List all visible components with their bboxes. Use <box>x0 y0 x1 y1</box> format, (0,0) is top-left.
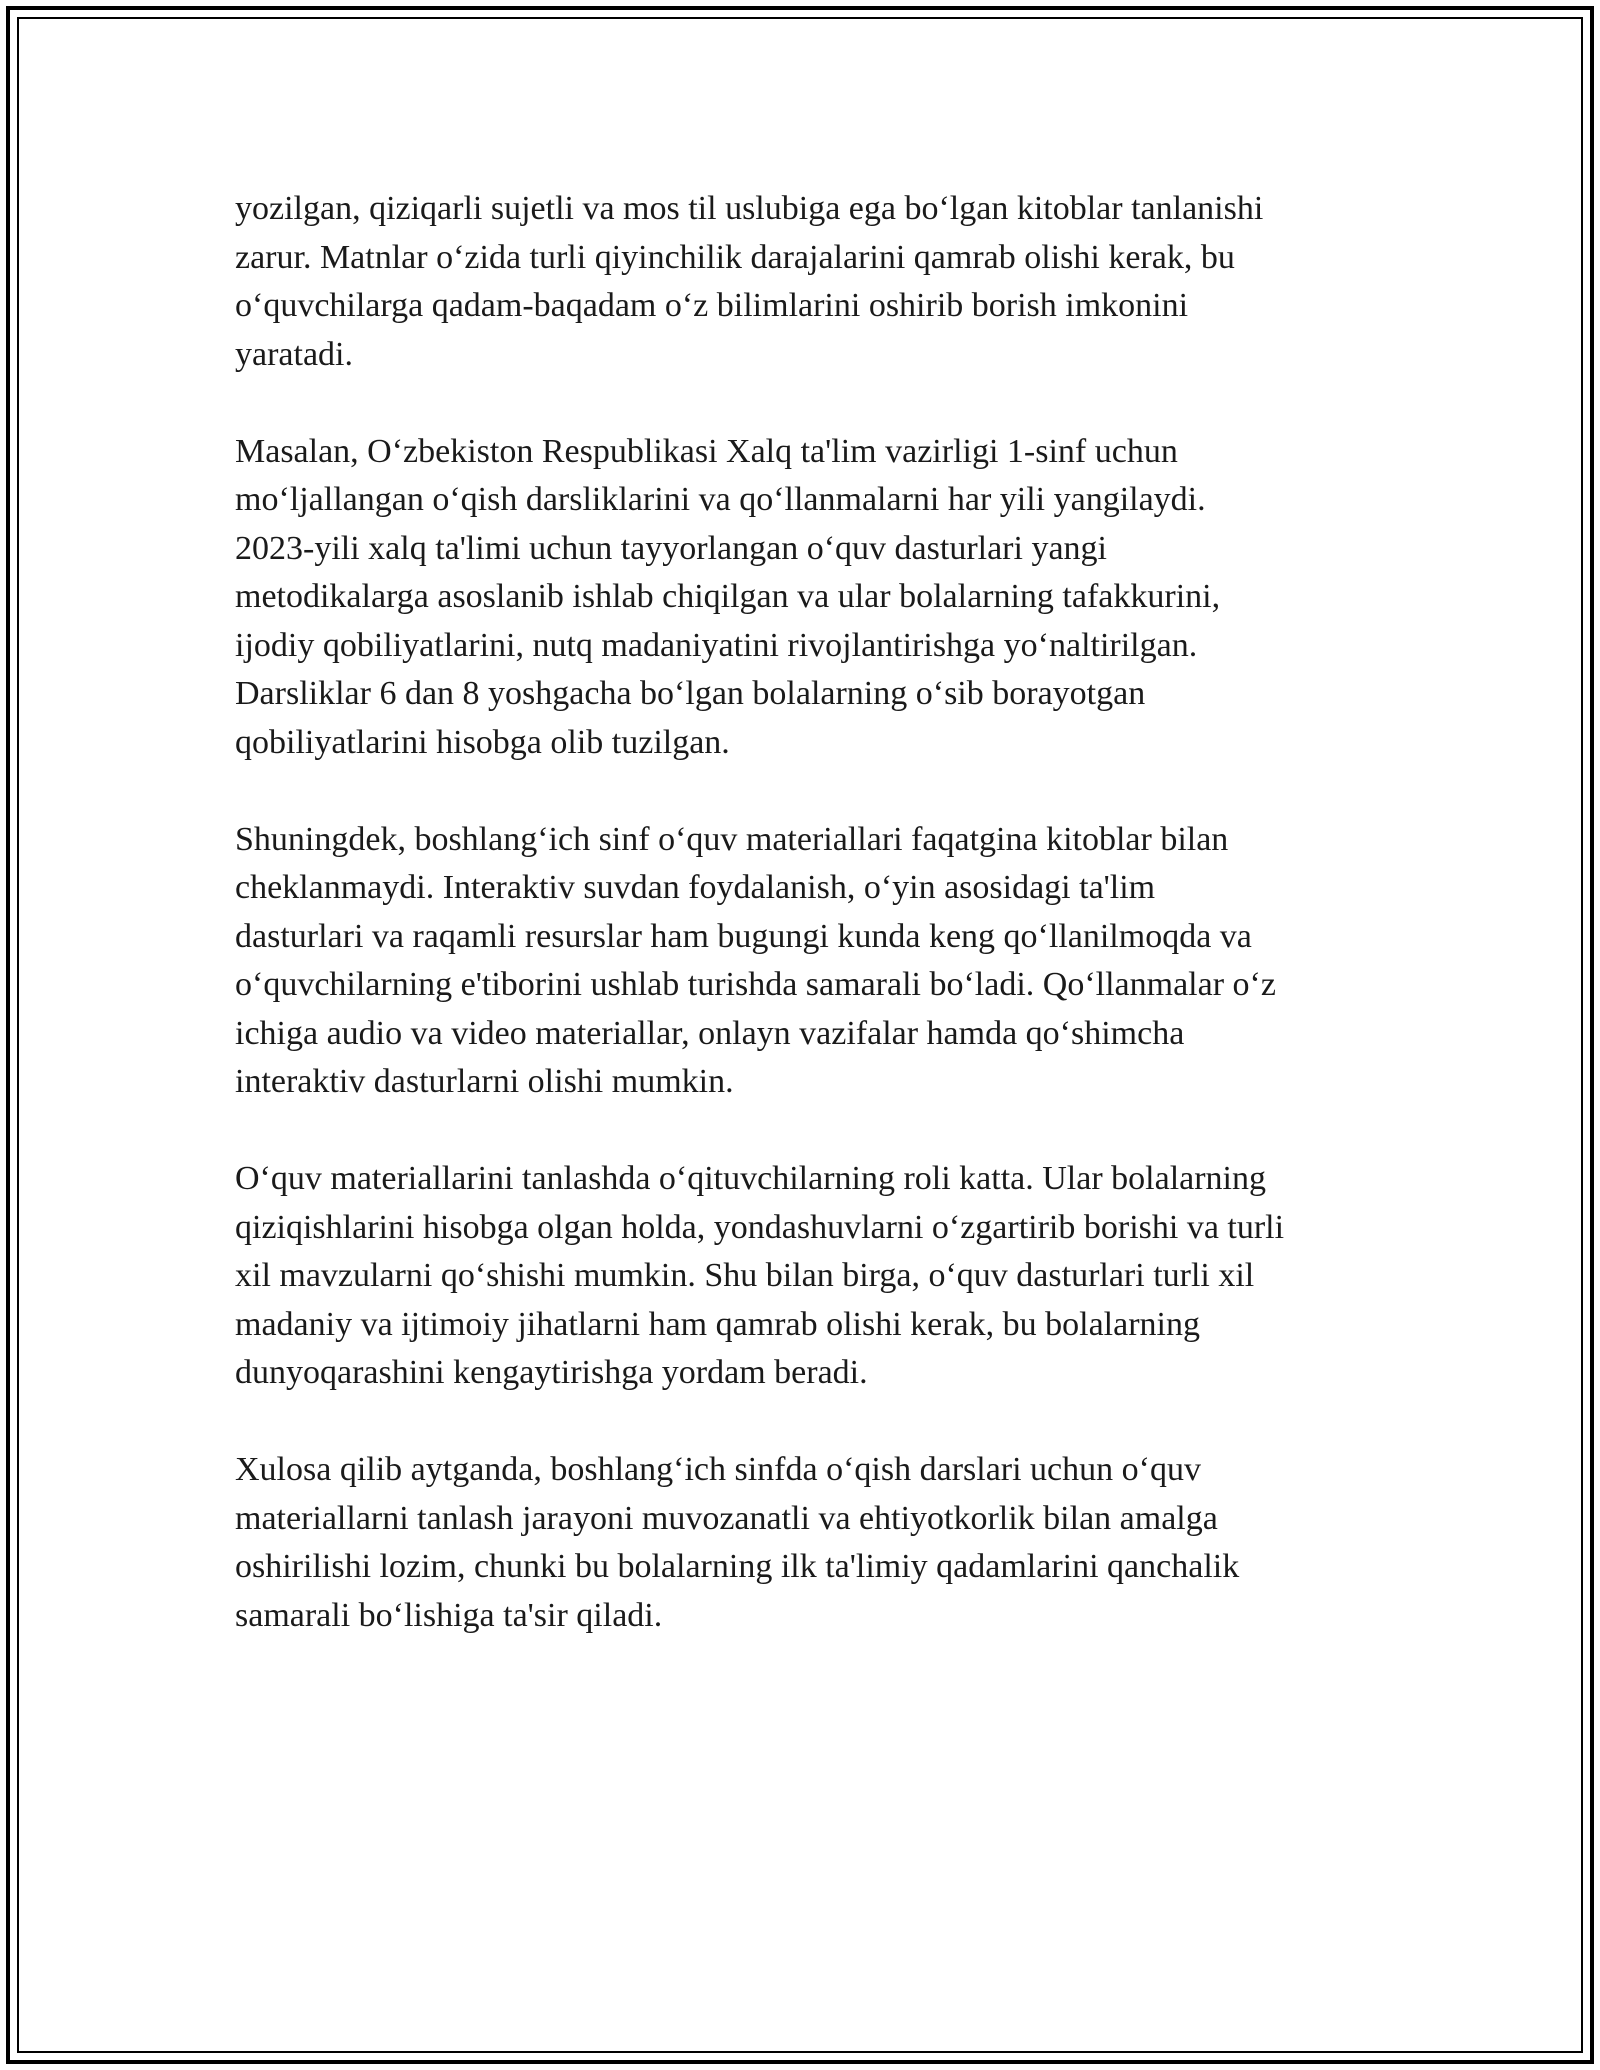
paragraph-2: Masalan, O‘zbekiston Respublikasi Xalq ta'lim vazirligi 1-sinf uchun mo‘ljallangan o‘qish darsliklarini va qo‘llanmalarni har yili yangilaydi. 2023-yili xalq ta'limi uchun tayyorlangan o‘quv dasturlari yangi metodikalarga asoslanib ishlab chiqilgan va ular bolalarning tafakkurini, ijodiy qobiliyatlarini, nutq madaniyatini rivojlantirishga yo‘naltirilgan. Darsliklar 6 dan 8 yoshgacha bo‘lgan bolalarning o‘sib borayotgan qobiliyatlarini hisobga olib tuzilgan. <box>235 432 1221 761</box>
paragraph-1: yozilgan, qiziqarli sujetli va mos til uslubiga ega bo‘lgan kitoblar tanlanishi zarur. Matnlar o‘zida turli qiyinchilik darajalarini qamrab olishi kerak, bu o‘quvchilarga qadam-baqadam o‘z bilimlarini oshirib borish imkonini yaratadi. <box>235 190 1264 373</box>
paragraph-4: O‘quv materiallarini tanlashda o‘qituvchilarning roli katta. Ular bolalarning qiziqishlarini hisobga olgan holda, yondashuvlarni o‘zgartirib borishi va turli xil mavzularni qo‘shishi mumkin. Shu bilan birga, o‘quv dasturlari turli xil madaniy va ijtimoiy jihatlarni ham qamrab olishi kerak, bu bolalarning dunyoqarashini kengaytirishga yordam beradi. <box>235 1160 1285 1391</box>
paragraph-3: Shuningdek, boshlang‘ich sinf o‘quv materiallari faqatgina kitoblar bilan cheklanmaydi. Interaktiv suvdan foydalanish, o‘yin asosidagi ta'lim dasturlari va raqamli resurslar ham bugungi kunda keng qo‘llanilmoqda va o‘quvchilarning e'tiborini ushlab turishda samarali bo‘ladi. Qo‘llanmalar o‘z ichiga audio va video materiallar, onlayn vazifalar hamda qo‘shimcha interaktiv dasturlarni olishi mumkin. <box>235 820 1276 1100</box>
document-body <box>235 185 1375 1689</box>
paragraph-5: Xulosa qilib aytganda, boshlang‘ich sinfda o‘qish darslari uchun o‘quv materiallarni tanlash jarayoni muvozanatli va ehtiyotkorlik bilan amalga oshirilishi lozim, chunki bu bolalarning ilk ta'limiy qadamlarini qanchalik samarali bo‘lishiga ta'sir qiladi. <box>235 1451 1240 1634</box>
